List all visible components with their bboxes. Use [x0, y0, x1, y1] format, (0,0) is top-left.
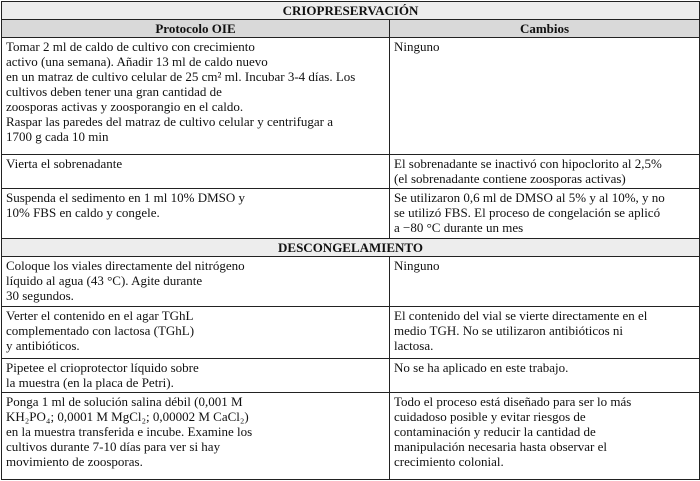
- protocol-cell: [2, 189, 390, 239]
- text-line: 1700 g cada 10 min: [6, 129, 109, 144]
- text-line: Raspar las paredes del matraz de cultivo celular y centrifugar a: [6, 114, 334, 129]
- protocol-cell: [2, 38, 390, 155]
- text-line: Coloque los viales directamente del nitrógeno: [6, 258, 245, 273]
- text-line: a −80 °C durante un mes: [394, 220, 524, 235]
- protocol-table: [1, 1, 700, 480]
- text-line: 10% FBS en caldo y congele.: [6, 205, 160, 220]
- text-line: Verter el contenido en el agar TGhL: [6, 308, 194, 323]
- text-line: movimiento de zoosporas.: [6, 454, 143, 469]
- text-line: No se ha aplicado en este trabajo.: [394, 360, 569, 375]
- text-line: Pipetee el crioprotector líquido sobre: [6, 360, 199, 375]
- text-line: medio TGH. No se utilizaron antibióticos ni: [394, 323, 624, 338]
- section-title-cryopreservation: CRIOPRESERVACIÓN: [2, 2, 700, 20]
- text-line: 30 segundos.: [6, 288, 74, 303]
- text-line: cultivos durante 7-10 días para ver si hay: [6, 439, 221, 454]
- text-line: líquido al agua (43 °C). Agite durante: [6, 273, 203, 288]
- changes-cell: [390, 307, 700, 359]
- text-line: KH₂PO₄; 0,0001 M MgCl₂; 0,00002 M CaCl₂): [6, 409, 249, 424]
- protocol-cell: [2, 393, 390, 480]
- changes-cell: [390, 257, 700, 307]
- table-row: [2, 307, 700, 359]
- text-line: Suspenda el sedimento en 1 ml 10% DMSO y: [6, 190, 246, 205]
- protocol-cell: [2, 307, 390, 359]
- text-line: (el sobrenadante contiene zoosporas activas): [394, 171, 626, 186]
- table-row: [2, 359, 700, 393]
- changes-cell: [390, 393, 700, 480]
- text-line: lactosa.: [394, 338, 434, 353]
- section-title-thawing: DESCONGELAMIENTO: [2, 239, 700, 257]
- text-line: manipulación necesaria hasta observar el: [394, 439, 607, 454]
- text-line: Vierta el sobrenadante: [6, 156, 123, 171]
- table-row: [2, 393, 700, 480]
- column-header-changes: Cambios: [390, 20, 700, 38]
- text-line: la muestra (en la placa de Petri).: [6, 375, 174, 390]
- text-line: Ponga 1 ml de solución salina débil (0,001 M: [6, 394, 243, 409]
- text-line: se utilizó FBS. El proceso de congelación se aplicó: [394, 205, 661, 220]
- text-line: cuidadoso posible y evitar riesgos de: [394, 409, 586, 424]
- changes-cell: [390, 155, 700, 189]
- text-line: Ninguno: [394, 258, 440, 273]
- text-line: en un matraz de cultivo celular de 25 cm² ml. Incubar 3-4 días. Los: [6, 69, 356, 84]
- text-line: El sobrenadante se inactivó con hipoclorito al 2,5%: [394, 156, 662, 171]
- text-line: crecimiento colonial.: [394, 454, 504, 469]
- protocol-cell: [2, 359, 390, 393]
- column-header-protocol: Protocolo OIE: [2, 20, 390, 38]
- protocol-cell: [2, 257, 390, 307]
- table-row: [2, 38, 700, 155]
- text-line: en la muestra transferida e incube. Examine los: [6, 424, 253, 439]
- text-line: Tomar 2 ml de caldo de cultivo con crecimiento: [6, 39, 255, 54]
- text-line: zoosporas activas y zoosporangio en el caldo.: [6, 99, 244, 114]
- text-line: Se utilizaron 0,6 ml de DMSO al 5% y al 10%, y no: [394, 190, 665, 205]
- table-row: [2, 189, 700, 239]
- text-line: Ninguno: [394, 39, 440, 54]
- text-line: contaminación y reducir la cantidad de: [394, 424, 596, 439]
- text-line: cultivos deben tener una gran cantidad de: [6, 84, 222, 99]
- changes-cell: [390, 38, 700, 155]
- changes-cell: [390, 189, 700, 239]
- text-line: complementado con lactosa (TGhL): [6, 323, 195, 338]
- text-line: El contenido del vial se vierte directamente en el: [394, 308, 648, 323]
- table-row: [2, 155, 700, 189]
- text-line: activo (una semana). Añadir 13 ml de caldo nuevo: [6, 54, 268, 69]
- text-line: Todo el proceso está diseñado para ser lo más: [394, 394, 632, 409]
- protocol-cell: [2, 155, 390, 189]
- changes-cell: [390, 359, 700, 393]
- table-row: [2, 257, 700, 307]
- text-line: y antibióticos.: [6, 338, 80, 353]
